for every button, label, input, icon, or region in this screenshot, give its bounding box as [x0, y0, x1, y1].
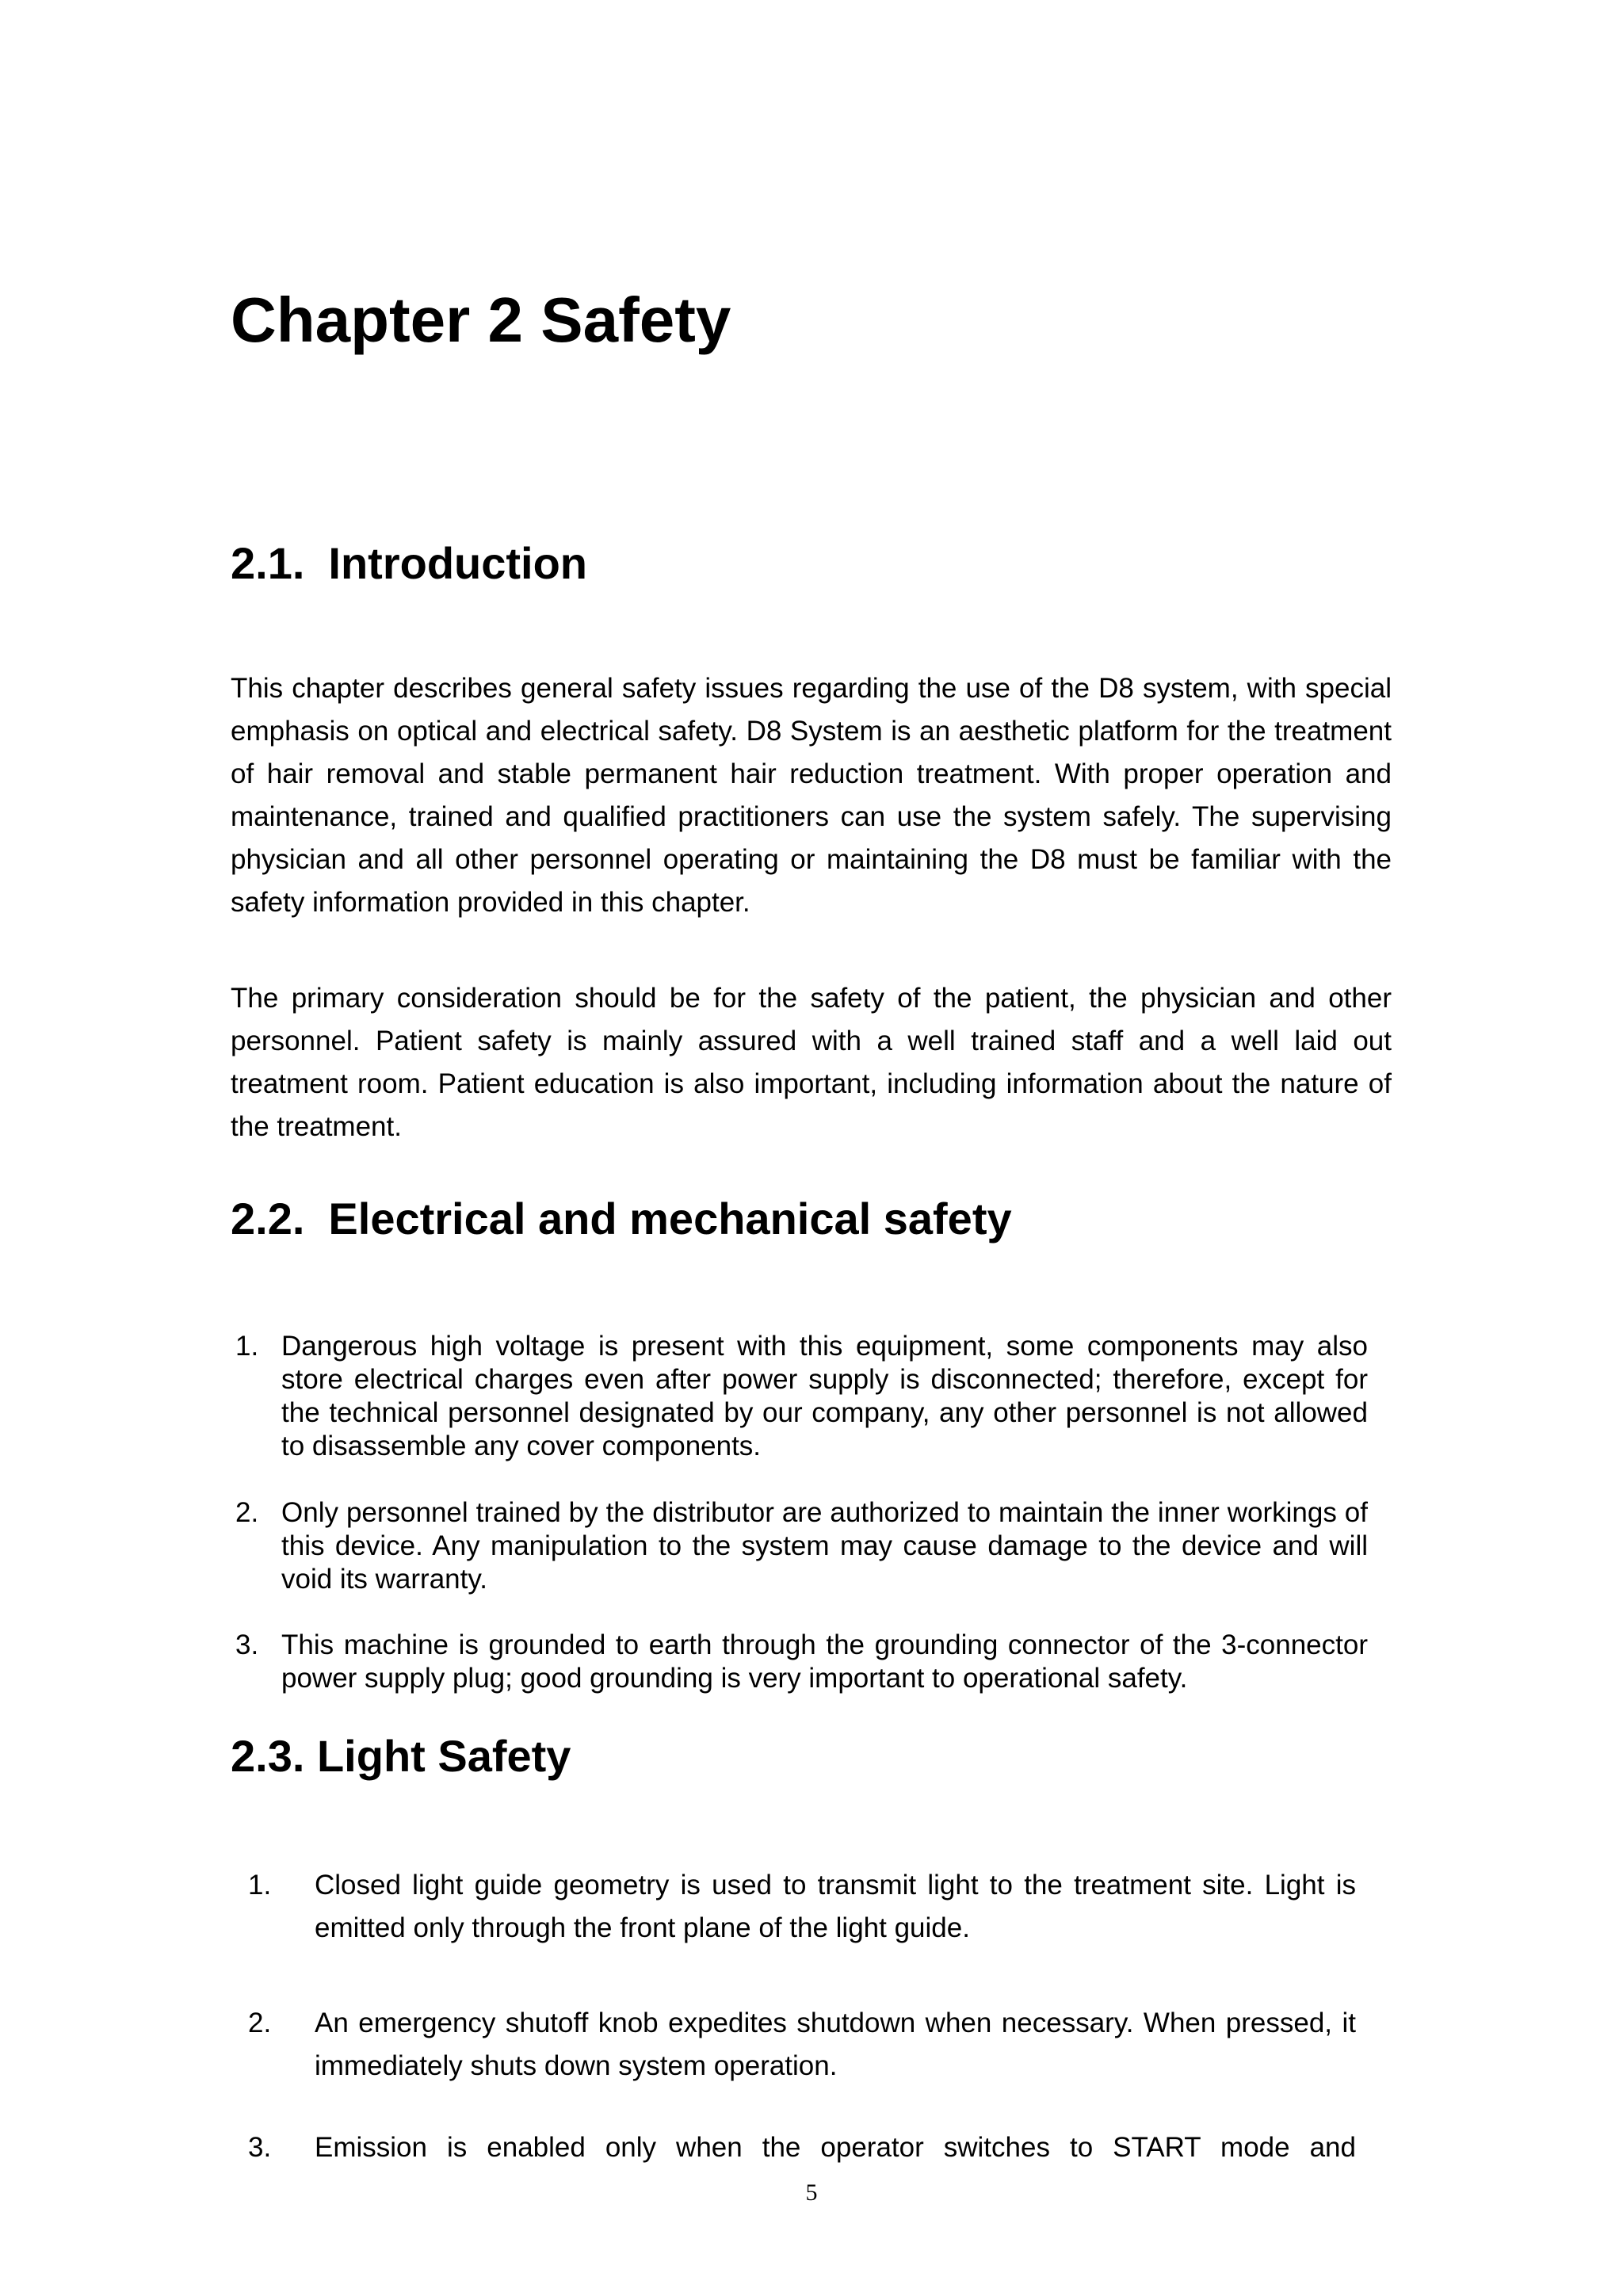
list-item-number: 1.: [235, 1331, 259, 1362]
list-item-number: 3.: [248, 2132, 272, 2163]
intro-paragraph: This chapter describes general safety issues regarding the use of the D8 system, with special emphasis on optical and electrical safety. D8 System is an aesthetic platform for the treatment of hair removal and stable permanent hair reduction treatment. With proper operation and maintenance, trained and qualified practitioners can use the system safely. The supervising physician and all other personnel operating or maintaining the D8 must be familiar with the safety information provided in this chapter.: [231, 673, 1392, 918]
light-safety-list: [231, 2002, 1356, 2088]
list-item-text: Dangerous high voltage is present with this equipment, some components may also store electrical charges even after power supply is disconnected; therefore, except for the technical personnel designated by our company, any other personnel is not allowed to disassemble any cover components.: [281, 1331, 1368, 1461]
section-title: Electrical and mechanical safety: [328, 1194, 1012, 1244]
list-item-text: Only personnel trained by the distributor are authorized to maintain the inner workings of this device. Any manipulation to the system may cause damage to the device and will void its warranty.: [281, 1497, 1368, 1595]
list-item-text: Emission is enabled only when the operator switches to START mode and: [315, 2132, 1356, 2163]
section-title: Light Safety: [316, 1731, 571, 1781]
list-item-text: This machine is grounded to earth through the grounding connector of the 3-connector power supply plug; good grounding is very important to operational safety.: [281, 1629, 1368, 1694]
electrical-safety-list: [231, 1629, 1368, 1695]
section-number: 2.1.: [231, 538, 305, 588]
list-item: [231, 2002, 1356, 2088]
section-heading-light-safety: [231, 1732, 571, 1781]
section-number: 2.2.: [231, 1194, 305, 1244]
section-heading-introduction: [231, 539, 587, 588]
chapter-title: Chapter 2 Safety: [231, 285, 731, 355]
list-item: [231, 1864, 1356, 1950]
section-number: 2.3.: [231, 1731, 305, 1781]
intro-paragraph: The primary consideration should be for the safety of the patient, the physician and other personnel. Patient safety is mainly assured with a well trained staff and a well laid out treatment room. Patient education is also important, including information about the nature of the treatment.: [231, 983, 1392, 1142]
list-item-number: 2.: [248, 2008, 272, 2038]
list-item: [231, 1629, 1368, 1695]
list-item-number: 2.: [235, 1497, 259, 1528]
list-item: [231, 1496, 1368, 1596]
list-item-text: An emergency shutoff knob expedites shutdown when necessary. When pressed, it immediately shuts down system operation.: [315, 2008, 1356, 2081]
page-number: 5: [805, 2179, 818, 2206]
electrical-safety-list: [231, 1330, 1368, 1463]
section-heading-electrical-safety: [231, 1194, 1012, 1244]
section-title: Introduction: [328, 538, 587, 588]
list-item-number: 1.: [248, 1870, 272, 1901]
list-item: [231, 2126, 1356, 2169]
light-safety-list: [231, 1864, 1356, 1950]
light-safety-list: [231, 2126, 1356, 2169]
list-item-number: 3.: [235, 1629, 259, 1660]
list-item: [231, 1330, 1368, 1463]
list-item-text: Closed light guide geometry is used to transmit light to the treatment site. Light is emitted only through the front plane of the light guide.: [315, 1870, 1356, 1943]
electrical-safety-list: [231, 1496, 1368, 1596]
